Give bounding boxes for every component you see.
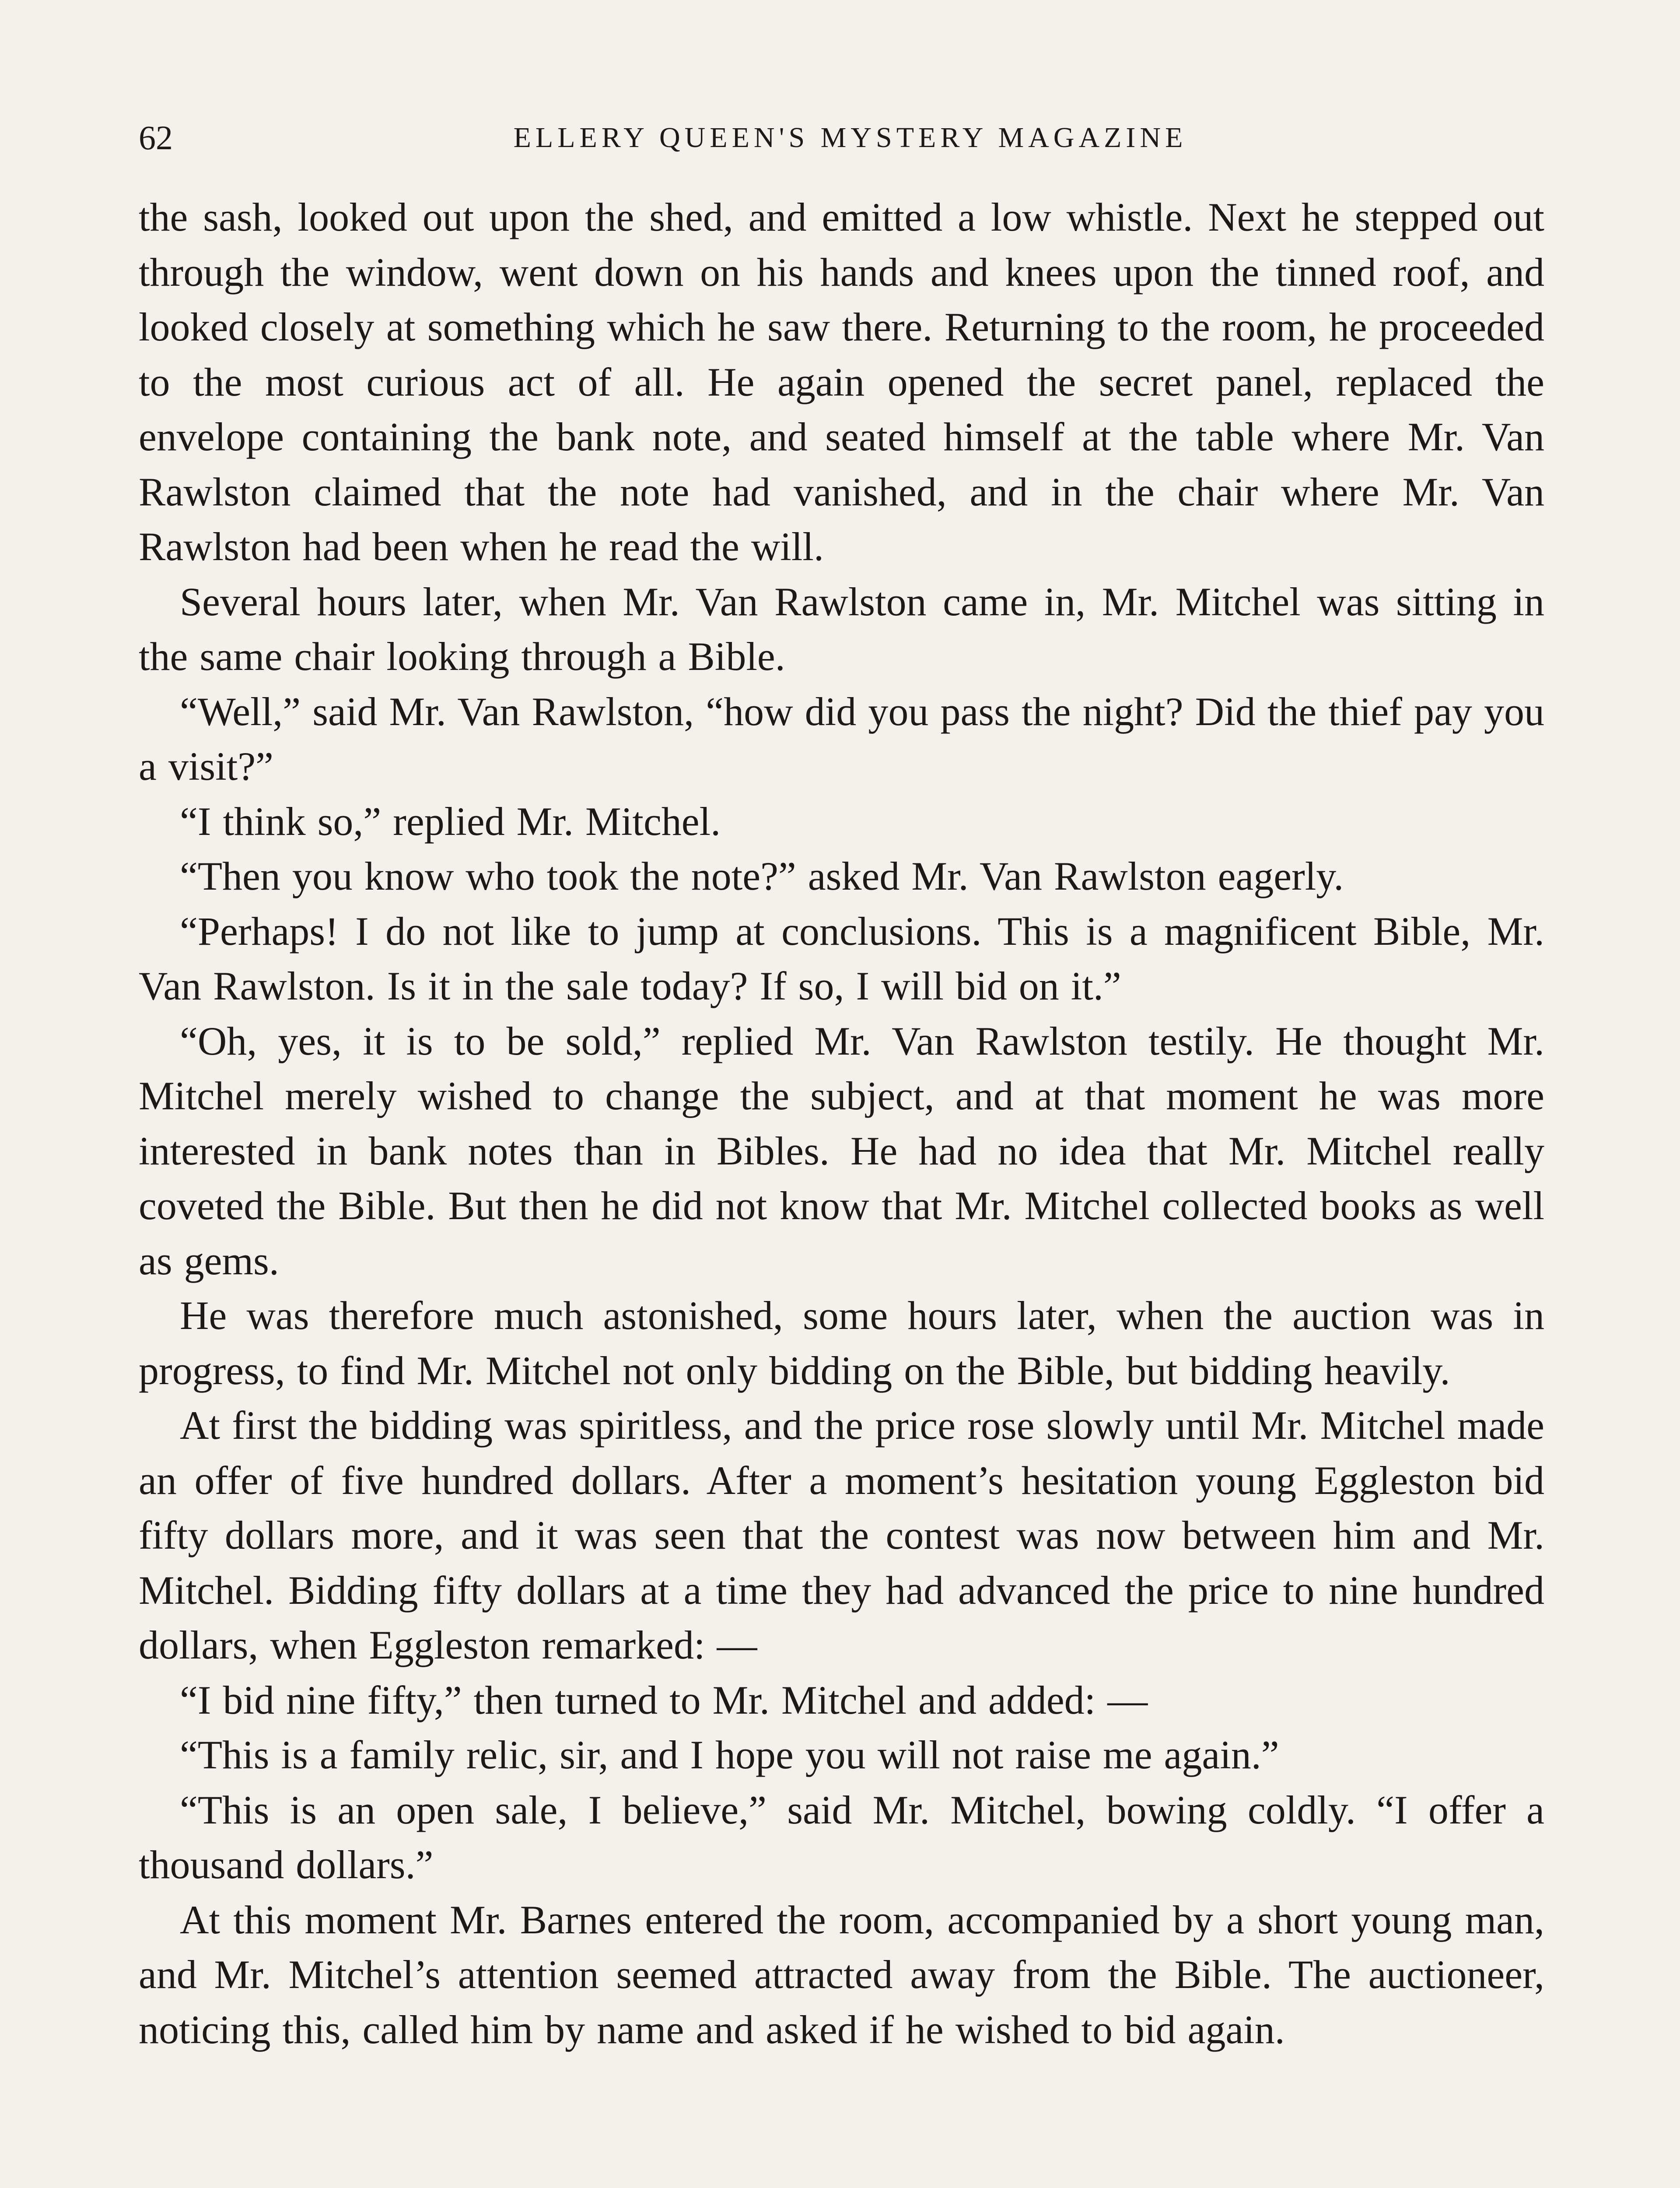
paragraph-11: “This is a family relic, sir, and I hope you will not raise me again.” — [180, 1732, 1279, 1777]
paragraph-7: “Oh, yes, it is to be sold,” replied Mr. Van Rawlston testily. He thought Mr. Mitchel merely wished to change the subject, and at that moment he was more interested in bank notes than in Bibles. He had no idea that Mr. Mitchel really coveted the Bible. But then he did not know that Mr. Mitchel collected books as well as gems. — [139, 1018, 1544, 1283]
page-header — [139, 112, 1544, 164]
paragraph-5: “Then you know who took the note?” asked Mr. Van Rawlston eagerly. — [180, 854, 1344, 898]
paragraph-1: the sash, looked out upon the shed, and emitted a low whistle. Next he stepped out through the window, went down on his hands and knees upon the tinned roof, and looked closely at something which he saw there. Returning to the room, he proceeded to the most curious act of all. He again opened the secret panel, replaced the envelope containing the bank note, and seated himself at the table where Mr. Van Rawlston claimed that the note had vanished, and in the chair where Mr. Van Rawlston had been when he read the will. — [139, 195, 1544, 569]
page-number: 62 — [139, 119, 173, 157]
paragraph-3: “Well,” said Mr. Van Rawlston, “how did you pass the night? Did the thief pay you a visit?” — [139, 689, 1544, 789]
running-title: ELLERY QUEEN'S MYSTERY MAGAZINE — [513, 122, 1187, 154]
paragraph-6: “Perhaps! I do not like to jump at conclusions. This is a magnificent Bible, Mr. Van Rawlston. Is it in the sale today? If so, I will bid on it.” — [139, 908, 1544, 1008]
paragraph-9: At first the bidding was spiritless, and the price rose slowly until Mr. Mitchel made an offer of five hundred dollars. After a moment’s hesitation young Eggleston bid fifty dollars more, and it was seen that the contest was now between him and Mr. Mitchel. Bidding fifty dollars at a time they had advanced the price to nine hundred dollars, when Eggleston remarked: — — [139, 1403, 1544, 1667]
paragraph-10: “I bid nine fifty,” then turned to Mr. Mitchel and added: — — [180, 1677, 1148, 1722]
paragraph-8: He was therefore much astonished, some hours later, when the auction was in progress, to find Mr. Mitchel not only bidding on the Bible, but bidding heavily. — [139, 1293, 1544, 1393]
paragraph-2: Several hours later, when Mr. Van Rawlston came in, Mr. Mitchel was sitting in the same chair looking through a Bible. — [139, 579, 1544, 679]
paragraph-13: At this moment Mr. Barnes entered the room, accompanied by a short young man, and Mr. Mitchel’s attention seemed attracted away from the Bible. The auctioneer, noticing this, called him by name and asked if he wished to bid again. — [139, 1897, 1544, 2052]
paragraph-4: “I think so,” replied Mr. Mitchel. — [180, 799, 721, 844]
body-text — [139, 190, 1544, 2057]
paragraph-12: “This is an open sale, I believe,” said Mr. Mitchel, bowing coldly. “I offer a thousand dollars.” — [139, 1787, 1544, 1887]
